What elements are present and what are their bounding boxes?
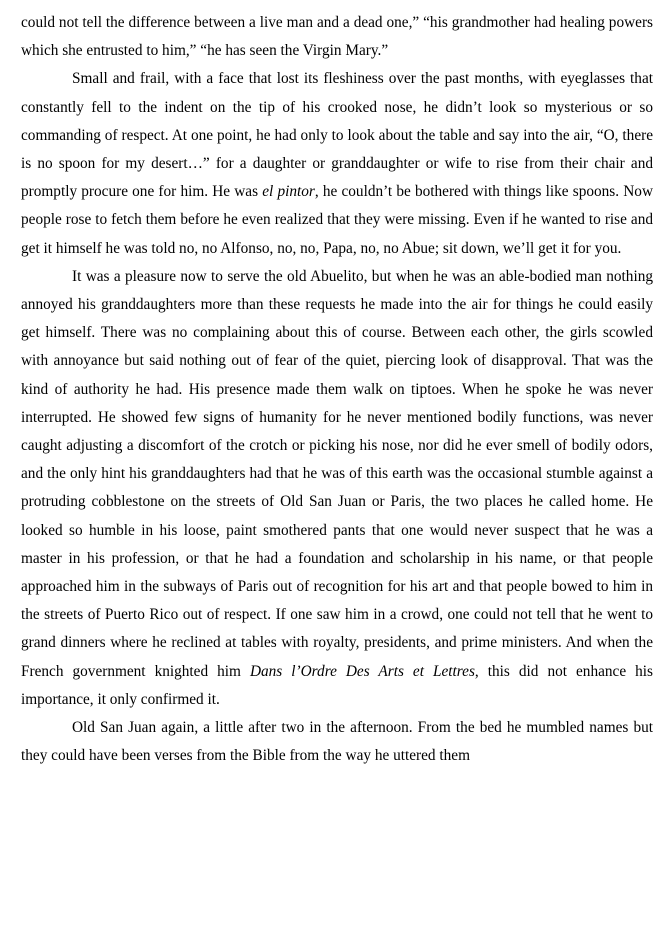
italic-phrase: el pintor: [262, 183, 315, 201]
paragraph: [21, 9, 653, 65]
paragraph-text: Small and frail, with a face that lost its fleshiness over the past months, with eyeglasses that constantly fell to the indent on the tip of his crooked nose, he didn’t look so mysterious or so commanding of respect. At one point, he had only to look about the table and say into the air, “O, there is no spoon for my desert…” for a daughter or granddaughter or wife to rise from their chair and promptly procure one for him. He was: [21, 70, 653, 201]
paragraph-text: , this did not enhance his importance, it only confirmed it.: [21, 662, 653, 708]
paragraph-text: It was a pleasure now to serve the old Abuelito, but when he was an able-bodied man nothing annoyed his granddaughters more than these requests he made into the air for things he could easily get himself. There was no complaining about this of course. Between each other, the girls scowled with annoyance but said nothing out of fear of the quiet, piercing look of disapproval. That was the kind of authority he had. His presence made them walk on tiptoes. When he spoke he was never interrupted. He showed few signs of humanity for he never mentioned bodily functions, was never caught adjusting a discomfort of the crotch or picking his nose, nor did he ever smell of bodily odors, and the only hint his granddaughters had that he was of this earth was the occasional stumble against a protruding cobblestone on the streets of Old San Juan or Paris, the two places he called home. He looked so humble in his loose, paint smothered pants that one would never suspect that he was a master in his profession, or that he had a foundation and scholarship in his name, or that people approached him in the subways of Paris out of recognition for his art and that people bowed to him in the streets of Puerto Rico out of respect. If one saw him in a crowd, one could not tell that he went to grand dinners where he reclined at tables with royalty, presidents, and prime ministers. And when the French government knighted him: [21, 267, 653, 680]
paragraph-text: could not tell the difference between a live man and a dead one,” “his grandmother had healing powers which she entrusted to him,” “he has seen the Virgin Mary.”: [21, 14, 653, 60]
paragraph: [21, 714, 653, 770]
italic-phrase: Dans l’Ordre Des Arts et Lettres: [249, 662, 475, 680]
paragraph-text: Old San Juan again, a little after two in the afternoon. From the bed he mumbled names but they could have been verses from the Bible from the way he uttered them: [21, 719, 653, 765]
paragraph: [21, 65, 653, 262]
paragraph: [21, 263, 653, 714]
document-body: [21, 9, 653, 770]
paragraph-text: , he couldn’t be bothered with things like spoons. Now people rose to fetch them before he even realized that they were missing. Even if he wanted to rise and get it himself he was told no, no Alfonso, no, no, Papa, no, no Abue; sit down, we’ll get it for you.: [21, 183, 653, 257]
